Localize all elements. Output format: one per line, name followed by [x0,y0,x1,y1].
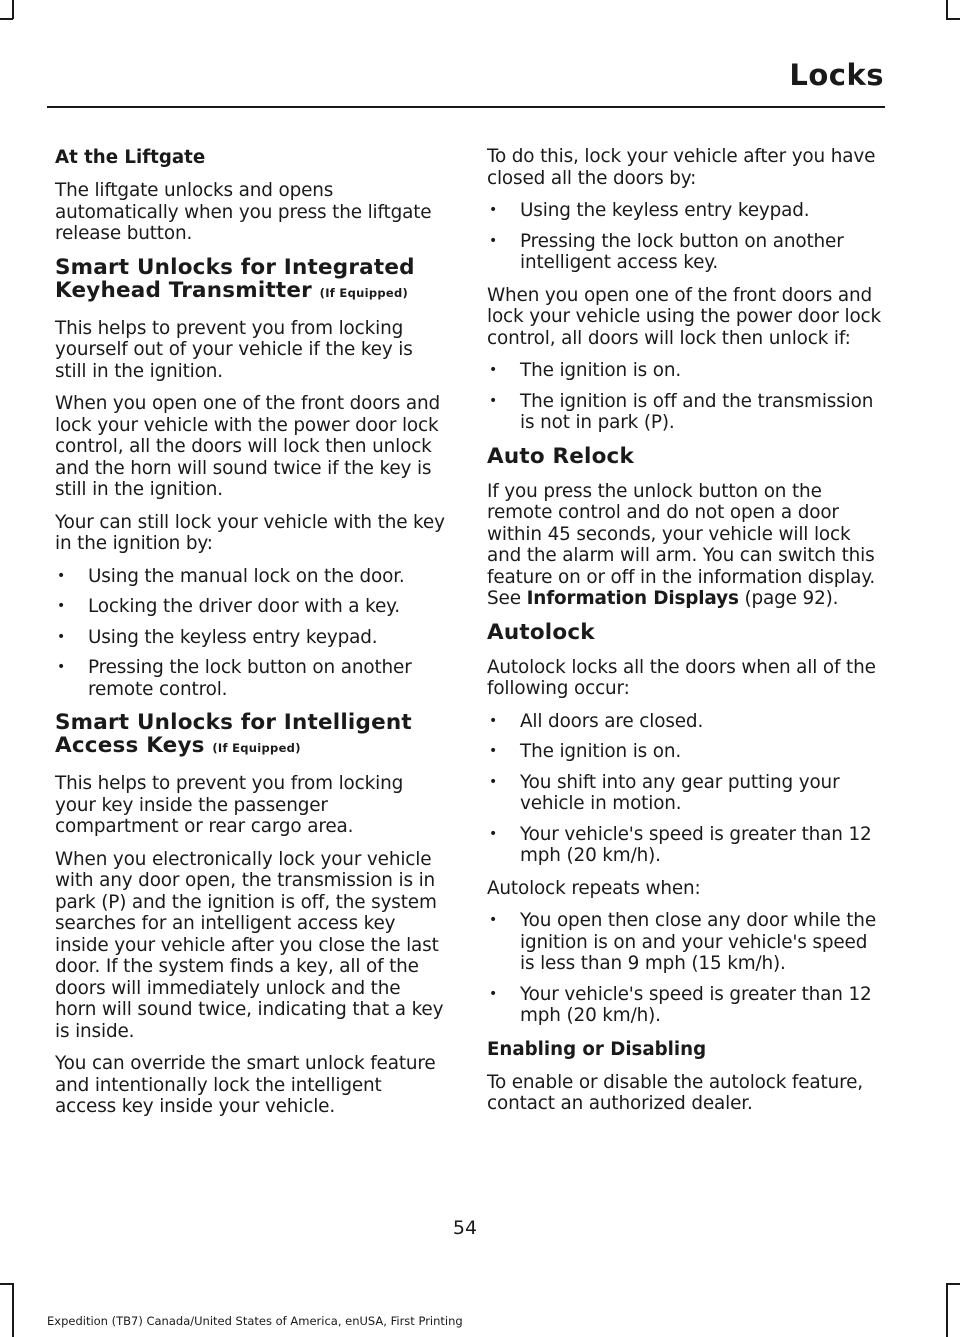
autolock-repeats-list [487,910,881,1027]
right-column [487,146,881,1126]
page-reference: (page 92). [744,588,839,609]
override-intro: To do this, lock your vehicle after you have closed all the doors by: [487,146,876,189]
list-item: • You open then close any door while the ignition is on and your vehicle's speed is less than 9 mph (15 km/h). [487,910,881,975]
list-item: • The ignition is on. [487,360,881,382]
autolock-repeats-intro: Autolock repeats when: [487,877,701,899]
smart-access-para1: This helps to prevent you from locking your key inside the passenger compartment or rear cargo area. [55,773,404,837]
smart-keyhead-heading-line2: Keyhead Transmitter [55,277,312,303]
enabling-text: To enable or disable the autolock feature, contact an authorized dealer. [487,1071,863,1114]
list-item: • You shift into any gear putting your vehicle in motion. [487,772,881,815]
smart-keyhead-para2: When you open one of the front doors and lock your vehicle with the power door lock control, all the doors will lock then unlock and the horn will sound twice if the key is still in the ignition. [55,393,441,500]
equipped-tag: (If Equipped) [212,741,301,755]
crop-mark-top-right [946,18,960,20]
list-item: • Your vehicle's speed is greater than 12 mph (20 km/h). [487,824,881,867]
list-item: • Pressing the lock button on another intelligent access key. [487,231,881,274]
list-item: • Pressing the lock button on another remote control. [55,657,447,700]
list-item: • Using the keyless entry keypad. [55,627,447,649]
crop-mark-bottom-left [12,1283,14,1337]
crop-mark-bottom-right [946,1283,960,1285]
crop-mark-bottom-right [946,1283,948,1337]
smart-keyhead-heading-line1: Smart Unlocks for Integrated [55,254,415,280]
auto-relock-heading: Auto Relock [487,443,634,469]
smart-keyhead-para1: This helps to prevent you from locking yourself out of your vehicle if the key is still in the ignition. [55,317,413,382]
smart-keyhead-para3: Your can still lock your vehicle with the key in the ignition by: [55,511,445,554]
edition-footer: Expedition (TB7) Canada/United States of America, enUSA, First Printing [47,1314,463,1328]
auto-relock-text [487,481,881,610]
page-number: 54 [452,1217,478,1239]
left-column [55,146,447,1129]
liftgate-heading: At the Liftgate [55,147,206,168]
header-divider [47,106,885,108]
keyhead-lock-methods-list [55,566,447,701]
list-item: • Using the manual lock on the door. [55,566,447,588]
page-title: Locks [789,58,884,92]
crop-mark-bottom-left [0,1283,13,1285]
smart-access-heading [55,711,447,760]
front-door-para: When you open one of the front doors and lock your vehicle using the power door lock control, all doors will lock then unlock if: [487,284,882,349]
smart-access-para2: When you electronically lock your vehicle with any door open, the transmission is in park (P) and the ignition is off, the system searches for an intelligent access key inside your vehicle after you close the last door. If the system finds a key, all of the doors will immediately unlock and the horn will sound twice, indicating that a key is inside. [55,848,444,1042]
smart-access-heading-line2: Access Keys [55,733,205,758]
auto-relock-body: If you press the unlock button on the remote control and do not open a door within 45 seconds, your vehicle will lock and the alarm will arm. You can switch this feature on or off in the information display. See [487,480,876,609]
autolock-intro: Autolock locks all the doors when all of the following occur: [487,656,876,699]
crop-mark-top-left [0,18,13,20]
smart-access-para3: You can override the smart unlock feature and intentionally lock the intelligent access key inside your vehicle. [55,1053,436,1117]
list-item: • All doors are closed. [487,711,881,733]
enabling-heading: Enabling or Disabling [487,1038,707,1060]
smart-access-heading-line1: Smart Unlocks for Intelligent [55,710,412,735]
list-item: • Locking the driver door with a key. [55,596,447,618]
autolock-conditions-list [487,711,881,867]
list-item: • The ignition is on. [487,741,881,763]
override-methods-list [487,200,881,274]
smart-keyhead-heading [55,256,447,305]
autolock-heading: Autolock [487,619,595,645]
crop-mark-top-right [946,0,948,19]
list-item: • Using the keyless entry keypad. [487,200,881,222]
crop-mark-top-left [12,0,14,19]
equipped-tag: (If Equipped) [319,285,409,300]
front-door-conditions-list [487,360,881,434]
information-displays-link[interactable]: Information Displays [526,588,739,609]
list-item: • Your vehicle's speed is greater than 12 mph (20 km/h). [487,984,881,1027]
liftgate-text: The liftgate unlocks and opens automatically when you press the liftgate release button. [55,180,432,244]
list-item: • The ignition is off and the transmission is not in park (P). [487,391,881,434]
